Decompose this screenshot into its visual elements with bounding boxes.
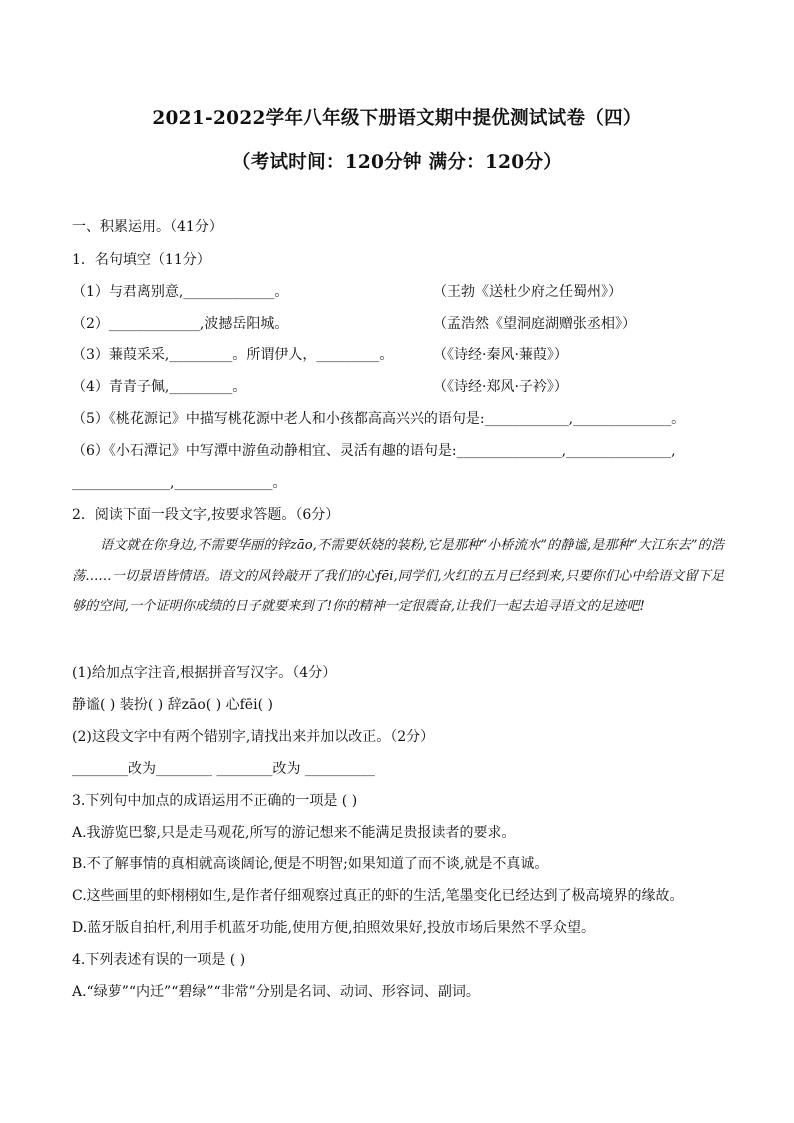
q2-sub2: (2)这段文字中有两个错别字,请找出来并加以改正。（2分）: [72, 729, 435, 745]
q4-option-a: A.“绿萝”“内迁”“碧绿”“非常”分别是名词、动词、形容词、副词。: [72, 984, 480, 1000]
fill-item-5: （5）《桃花源记》中描写桃花源中老人和小孩都高高兴兴的语句是:____________,______________。: [72, 411, 686, 427]
fill-item-4: （4）青青子佩,_________。: [72, 379, 247, 395]
question-4-heading: 4.下列表述有误的一项是 ( ): [72, 952, 246, 968]
q3-option-c: C.这些画里的虾栩栩如生,是作者仔细观察过真正的虾的生活,笔墨变化已经达到了极高境界的缘故。: [72, 888, 684, 904]
q2-sub1: (1)给加点字注音,根据拼音写汉字。（4分）: [72, 665, 337, 681]
fill-item-2-source: （孟浩然《望洞庭湖赠张丞相》）: [433, 316, 636, 332]
section-heading: 一、积累运用。（41分）: [72, 219, 223, 235]
fill-item-3: （3）蒹葭采采,_________。所谓伊人，_________。: [72, 347, 394, 363]
exam-info: （考试时间：120分钟 满分：120分）: [231, 152, 563, 173]
fill-item-1: （1）与君离别意,_____________。: [72, 284, 289, 300]
fill-item-1-source: （王勃《送杜少府之任蜀州》）: [433, 284, 622, 300]
fill-item-3-source: （《诗经·秦风·蒹葭》）: [433, 347, 568, 363]
question-3-heading: 3.下列句中加点的成语运用不正确的一项是 ( ): [72, 793, 358, 809]
fill-item-6-continued: ______________,______________。: [72, 475, 287, 491]
q3-option-b: B.不了解事情的真相就高谈阔论,便是不明智;如果知道了而不谈,就是不真诚。: [72, 856, 549, 872]
passage-text: 语文就在你身边,不需要华丽的锌zāo,不需要妖娆的装粉,它是那种“小桥流水”的静谧,是那种“大江东去”的浩荡……一切景语皆情语。语文的风铃敲开了我们的心fēi,同学们,火红的五月已经到来,只要你们心中给语文留下足够的空间,一个证明你成绩的日子就要来到了!你的精神一定很震奋,让我们一起去追寻语文的足迹吧!: [72, 538, 724, 614]
q3-option-a: A.我游览巴黎,只是走马观花,所写的游记想来不能满足贵报读者的要求。: [72, 825, 516, 841]
reading-passage: [72, 531, 724, 623]
question-1-heading: 1．名句填空（11分）: [72, 252, 211, 268]
q3-option-d: D.蓝牙版自拍杆,利用手机蓝牙功能,使用方便,拍照效果好,投放市场后果然不孚众望。: [72, 920, 595, 936]
fill-item-4-source: （《诗经·郑风·子衿》）: [433, 379, 568, 395]
q2-sub1-blanks: 静谧( ) 装扮( ) 辞zāo( ) 心fēi( ): [72, 697, 273, 713]
page-title: 2021-2022学年八年级下册语文期中提优测试试卷（四）: [152, 108, 642, 129]
q2-sub2-blanks: ________改为________ ________改为 __________: [72, 761, 375, 777]
fill-item-6: （6）《小石潭记》中写潭中游鱼动静相宜、灵活有趣的语句是:_______________,_______________,: [72, 443, 676, 459]
question-2-heading: 2．阅读下面一段文字,按要求答题。（6分）: [72, 507, 340, 523]
fill-item-2: （2）_____________,波撼岳阳城。: [72, 316, 289, 332]
